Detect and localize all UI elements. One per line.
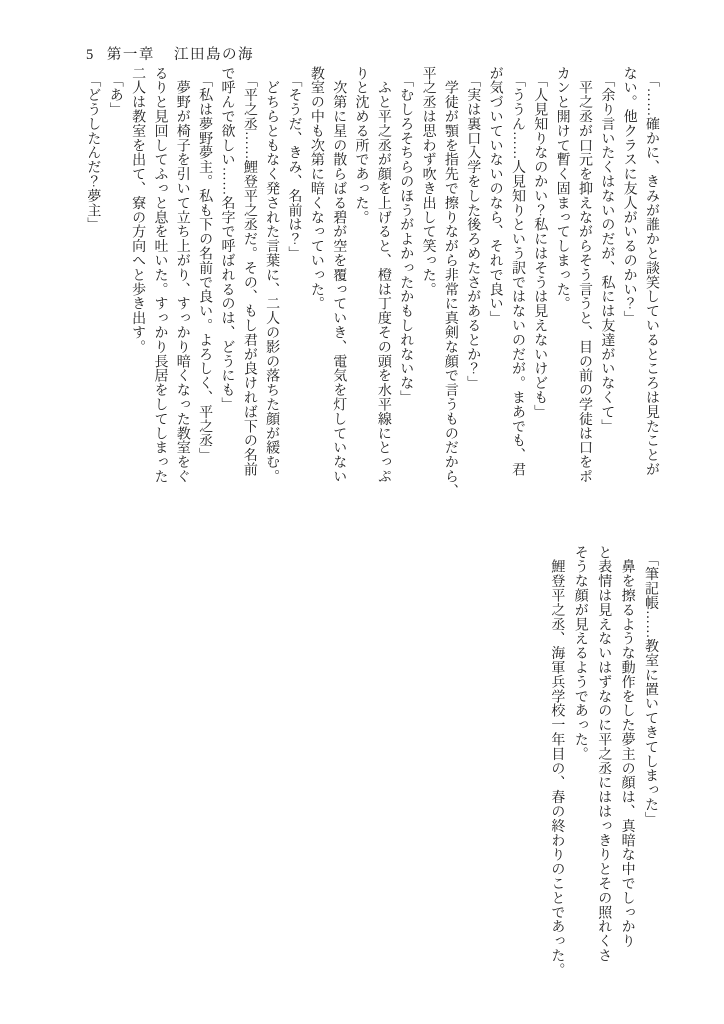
text-line: るりと見回してふっと息を吐いた。すっかり長居をしてしまった: [152, 66, 168, 484]
text-line: 「平之丞……鯉登平之丞だ。その、もし君が良ければ下の名前: [241, 66, 257, 477]
text-line: 「どうしたんだ？夢主」: [85, 66, 101, 232]
page-number: 5: [86, 47, 95, 63]
text-line: と表情は見えないはずなのに平之丞にははっきりとその照れくさ: [596, 545, 612, 963]
text-line: どちらともなく発された言葉に、二人の影の落ちた顔が緩む。: [264, 66, 280, 484]
text-line: 次第に星の散らばる碧が空を覆っていき、電気を灯していない: [331, 66, 347, 484]
text-line: が気づいていないのなら、それで良い」: [487, 66, 503, 326]
text-line: 「筆記帳……教室に置いてきてしまった」: [643, 545, 658, 826]
text-line: 「……確かに、きみが誰かと談笑しているところは見たことが: [644, 66, 659, 477]
text-line: 「あ」: [107, 66, 123, 117]
text-line: で呼んで欲しい……名字で呼ばれるのは、どうにも」: [219, 66, 235, 412]
text-line: 鯉登平之丞、海軍兵学校一年目の、春の終わりのことであった。: [549, 545, 565, 977]
text-line: 「人見知りなのかい？私にはそうは見えないけども」: [532, 66, 548, 419]
text-line: 夢野が椅子を引いて立ち上がり、すっかり暗くなった教室をぐ: [174, 66, 190, 484]
text-line: 「私は夢野夢主。私も下の名前で良い。よろしく、平之丞」: [197, 66, 213, 463]
text-line: 「実は裏口入学をした後ろめたさがあるとか？」: [465, 66, 481, 391]
text-line: ない。他クラスに友人がいるのかい？」: [621, 66, 637, 326]
text-line: そうな顔が見えるようであった。: [572, 545, 588, 761]
text-line: 「余り言いたくはないのだが、私には友達がいなくて」: [599, 66, 615, 434]
chapter-title: 江田島の海: [174, 47, 254, 63]
text-line: ふと平之丞が顔を上げると、橙は丁度その頭を水平線にとっぷ: [375, 66, 391, 484]
chapter-label: 第一章: [106, 47, 155, 63]
text-line: カンと開けて暫く固まってしまった。: [554, 66, 570, 311]
running-header: [86, 43, 254, 64]
text-line: 「むしろそちらのほうがよかったかもしれないな」: [398, 66, 414, 405]
text-line: 教室の中も次第に暗くなっていった。: [308, 66, 324, 311]
text-line: 平之丞は思わず吹き出して笑った。: [420, 66, 436, 297]
text-line: 「そうだ、きみ、名前は？」: [286, 66, 302, 261]
text-band-lower: [545, 545, 662, 977]
text-band-upper: [81, 66, 662, 504]
text-line: 学徒が顎を指先で擦りながら非常に真剣な顔で言うものだから、: [442, 66, 458, 498]
text-line: 鼻を擦るような動作をした夢主の顔は、真暗な中でしっかり: [619, 545, 635, 949]
text-line: 二人は教室を出て、寮の方向へと歩き出す。: [130, 66, 146, 354]
text-line: 「ううん……人見知りという訳ではないのだが。まあでも、君: [509, 66, 525, 477]
text-line: りと沈める所であった。: [353, 66, 369, 225]
text-line: 平之丞が口元を抑えながらそう言うと、目の前の学徒は口をポ: [576, 66, 592, 484]
